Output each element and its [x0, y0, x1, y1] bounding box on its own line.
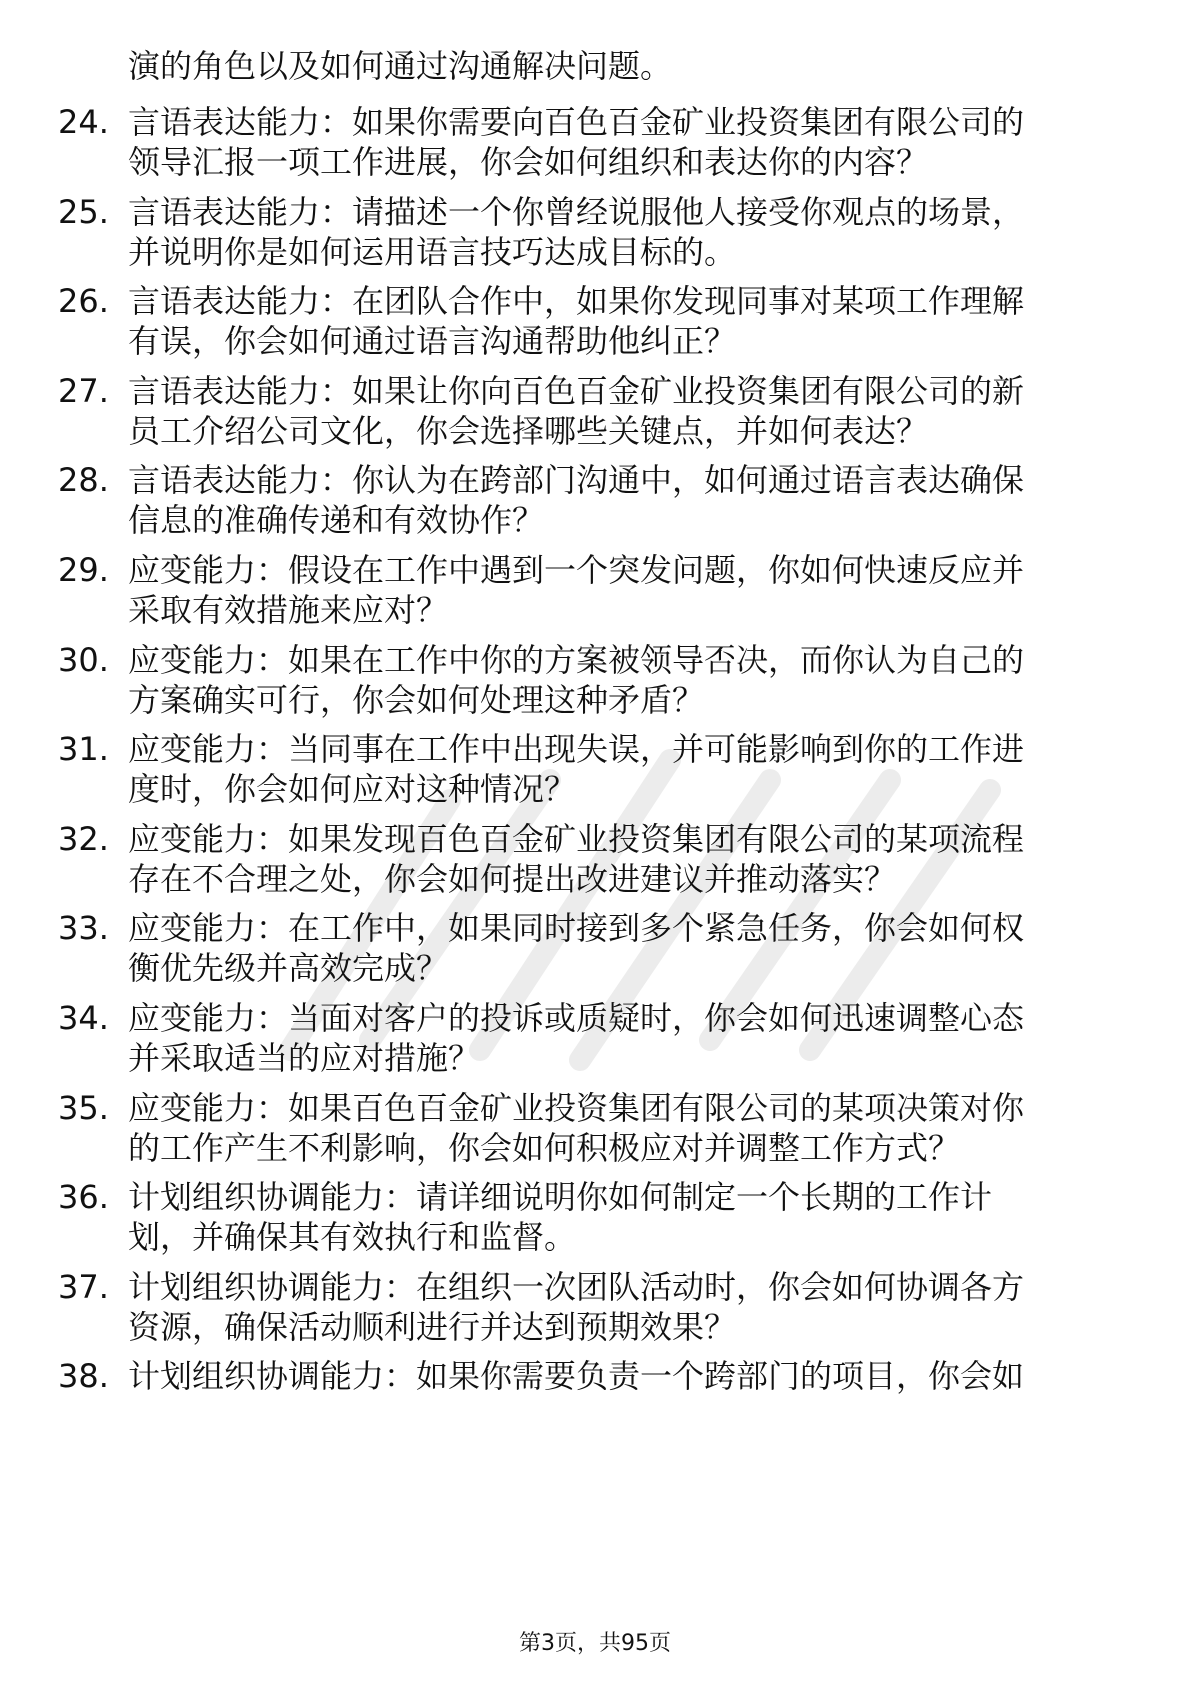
question-number: 26.: [58, 282, 109, 320]
question-text-line: 并说明你是如何运用语言技巧达成目标的。: [128, 233, 737, 271]
question-text-line: 应变能力：如果百色百金矿业投资集团有限公司的某项决策对你: [128, 1089, 1025, 1127]
question-number: 36.: [58, 1178, 109, 1216]
question-number: 35.: [58, 1089, 109, 1127]
question-text-line: 资源，确保活动顺利进行并达到预期效果？: [128, 1308, 737, 1346]
question-number: 29.: [58, 551, 109, 589]
question-text-line: 言语表达能力：如果让你向百色百金矿业投资集团有限公司的新: [128, 372, 1025, 410]
question-number: 32.: [58, 820, 109, 858]
continuation-text: 演的角色以及如何通过沟通解决问题。: [128, 47, 673, 85]
question-text-line: 的工作产生不利影响，你会如何积极应对并调整工作方式？: [128, 1129, 961, 1167]
question-text-line: 言语表达能力：你认为在跨部门沟通中，如何通过语言表达确保: [128, 461, 1025, 499]
question-text-line: 度时，你会如何应对这种情况？: [128, 770, 577, 808]
question-text-line: 计划组织协调能力：如果你需要负责一个跨部门的项目，你会如: [128, 1357, 1025, 1395]
question-number: 24.: [58, 103, 109, 141]
page-footer: 第3页，共95页: [519, 1631, 671, 1656]
question-text-line: 信息的准确传递和有效协作？: [128, 501, 545, 539]
question-text-line: 领导汇报一项工作进展，你会如何组织和表达你的内容？: [128, 143, 929, 181]
question-number: 30.: [58, 641, 109, 679]
question-number: 28.: [58, 461, 109, 499]
question-text-line: 应变能力：如果发现百色百金矿业投资集团有限公司的某项流程: [128, 820, 1025, 858]
question-text-line: 言语表达能力：如果你需要向百色百金矿业投资集团有限公司的: [128, 103, 1025, 141]
question-text-line: 存在不合理之处，你会如何提出改进建议并推动落实？: [128, 860, 897, 898]
question-number: 27.: [58, 372, 109, 410]
question-text-line: 计划组织协调能力：在组织一次团队活动时，你会如何协调各方: [128, 1268, 1025, 1306]
question-text-line: 员工介绍公司文化，你会选择哪些关键点，并如何表达？: [128, 412, 929, 450]
question-text-line: 采取有效措施来应对？: [128, 591, 449, 629]
question-text-line: 应变能力：当同事在工作中出现失误，并可能影响到你的工作进: [128, 730, 1025, 768]
question-text-line: 应变能力：当面对客户的投诉或质疑时，你会如何迅速调整心态: [128, 999, 1025, 1037]
question-text-line: 有误，你会如何通过语言沟通帮助他纠正？: [128, 322, 737, 360]
question-number: 25.: [58, 193, 109, 231]
question-text-line: 衡优先级并高效完成？: [128, 949, 449, 987]
question-text-line: 并采取适当的应对措施？: [128, 1039, 481, 1077]
question-text-line: 应变能力：如果在工作中你的方案被领导否决，而你认为自己的: [128, 641, 1025, 679]
question-text-line: 言语表达能力：请描述一个你曾经说服他人接受你观点的场景，: [128, 193, 1025, 231]
question-text-line: 应变能力：假设在工作中遇到一个突发问题，你如何快速反应并: [128, 551, 1025, 589]
question-text-line: 划，并确保其有效执行和监督。: [128, 1218, 577, 1256]
question-number: 34.: [58, 999, 109, 1037]
question-number: 37.: [58, 1268, 109, 1306]
question-text-line: 方案确实可行，你会如何处理这种矛盾？: [128, 681, 705, 719]
question-text-line: 应变能力：在工作中，如果同时接到多个紧急任务，你会如何权: [128, 909, 1025, 947]
question-number: 38.: [58, 1357, 109, 1395]
question-number: 31.: [58, 730, 109, 768]
question-text-line: 言语表达能力：在团队合作中，如果你发现同事对某项工作理解: [128, 282, 1025, 320]
question-text-line: 计划组织协调能力：请详细说明你如何制定一个长期的工作计: [128, 1178, 993, 1216]
question-number: 33.: [58, 909, 109, 947]
